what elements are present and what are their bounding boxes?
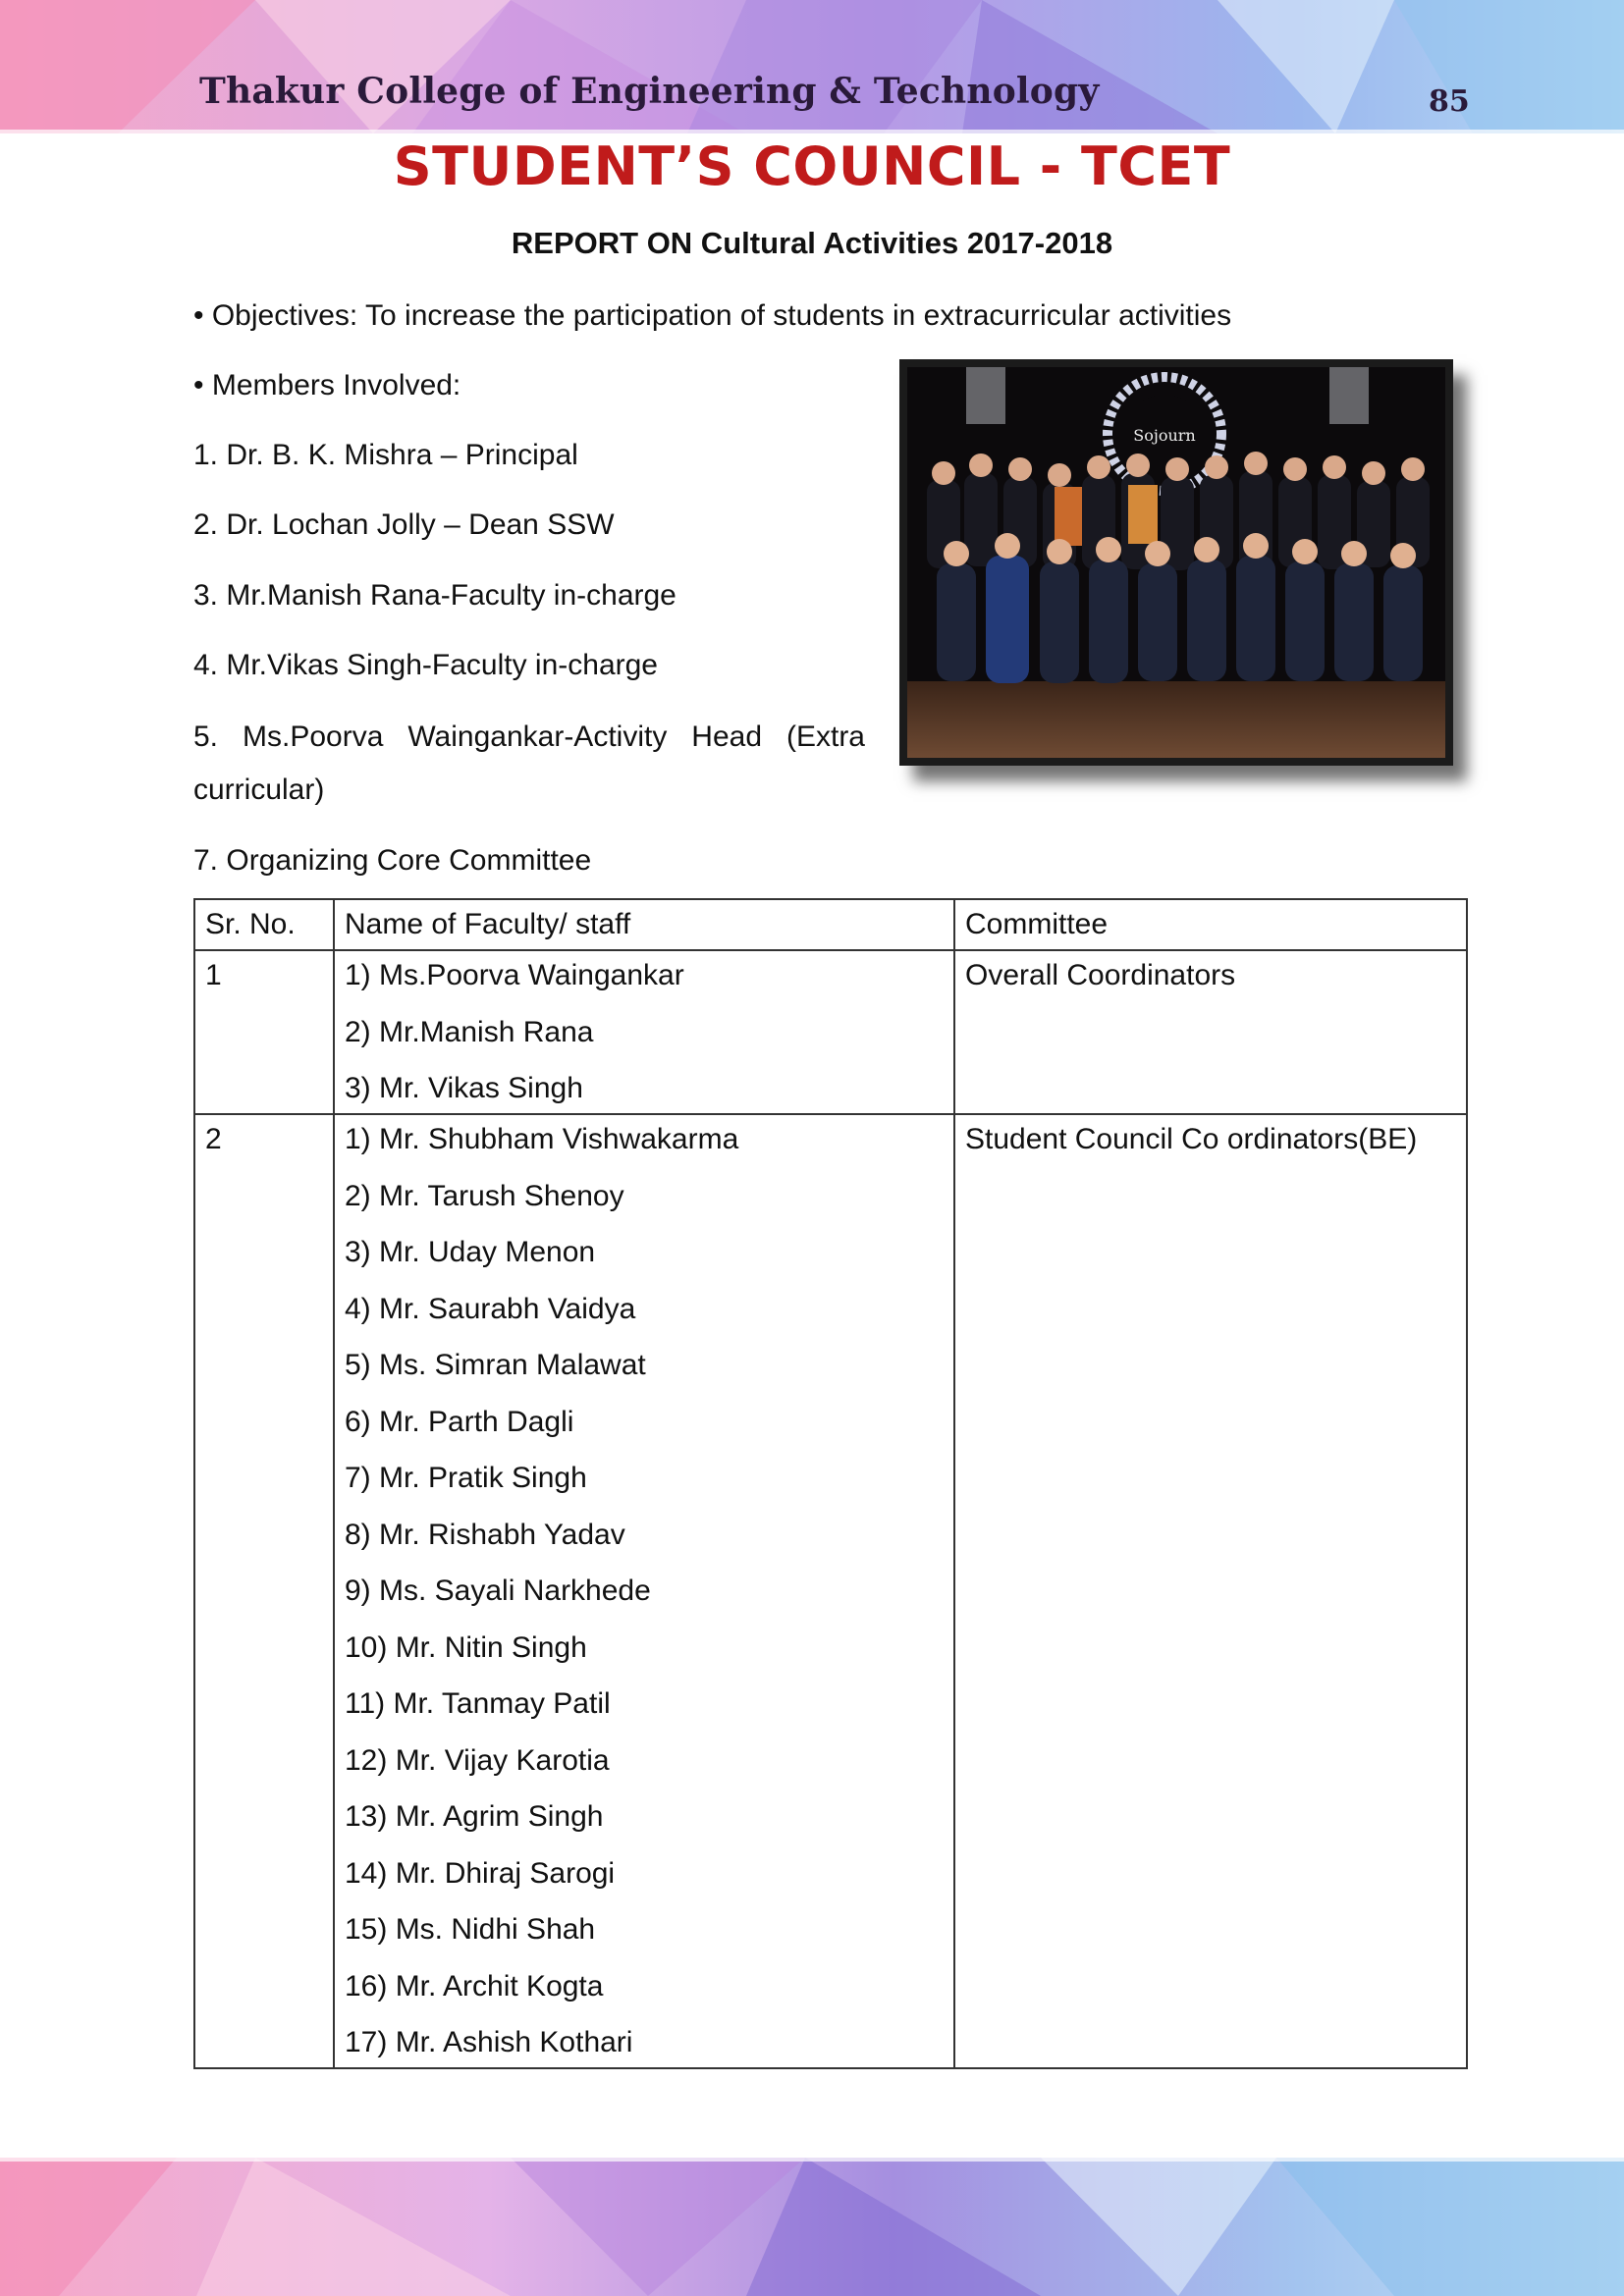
name-entry: 3) Mr. Uday Menon	[345, 1236, 596, 1268]
name-entry: 12) Mr. Vijay Karotia	[345, 1743, 610, 1777]
name-entry: 11) Mr. Tanmay Patil	[345, 1687, 611, 1720]
names-cell	[334, 1114, 954, 2068]
names-cell	[334, 950, 954, 1114]
name-entry: 2) Mr.Manish Rana	[345, 1015, 594, 1048]
college-name: Thakur College of Engineering & Technology	[199, 71, 1100, 112]
name-entry: 7) Mr. Pratik Singh	[345, 1462, 587, 1494]
header-name: Name of Faculty/ staff	[334, 899, 954, 950]
name-entry: 3) Mr. Vikas Singh	[345, 1072, 583, 1104]
group-photo	[899, 359, 1453, 766]
name-entry: 13) Mr. Agrim Singh	[345, 1800, 604, 1833]
table-header-row	[194, 899, 1467, 950]
name-entry: 14) Mr. Dhiraj Sarogi	[345, 1856, 616, 1890]
header-committee: Committee	[954, 899, 1467, 950]
name-entry: 15) Ms. Nidhi Shah	[345, 1913, 596, 1946]
name-entry: 9) Ms. Sayali Narkhede	[345, 1575, 651, 1607]
name-entry: 1) Ms.Poorva Waingankar	[345, 959, 684, 991]
footer-banner	[0, 2158, 1624, 2296]
name-entry: 1) Mr. Shubham Vishwakarma	[345, 1123, 739, 1155]
committee-cell: Overall Coordinators	[954, 950, 1467, 1114]
name-entry: 6) Mr. Parth Dagli	[345, 1405, 574, 1438]
name-entry: 5) Ms. Simran Malawat	[345, 1349, 646, 1381]
member-item: 2. Dr. Lochan Jolly – Dean SSW	[193, 508, 615, 541]
member-item: 3. Mr.Manish Rana-Faculty in-charge	[193, 579, 677, 612]
committee-heading: 7. Organizing Core Committee	[193, 844, 592, 877]
name-entry: 8) Mr. Rishabh Yadav	[345, 1518, 625, 1551]
name-entry: 2) Mr. Tarush Shenoy	[345, 1179, 624, 1212]
table-row	[194, 1114, 1467, 2068]
page-title: STUDENT’S COUNCIL - TCET	[393, 135, 1231, 197]
sr-no-cell: 2	[194, 1114, 334, 2068]
photo-banner-text: Sojourn	[1133, 426, 1196, 445]
member-item: 5. Ms.Poorva Waingankar-Activity Head (Extra curricular)	[193, 721, 865, 806]
objectives-text: • Objectives: To increase the participation of students in extracurricular activities	[193, 299, 1232, 332]
report-subtitle: REPORT ON Cultural Activities 2017-2018	[511, 226, 1113, 260]
page-number: 85	[1429, 84, 1470, 119]
header-banner	[0, 0, 1624, 133]
sr-no-cell: 1	[194, 950, 334, 1114]
committee-cell: Student Council Co ordinators(BE)	[954, 1114, 1467, 2068]
members-heading: • Members Involved:	[193, 369, 461, 401]
member-item: 1. Dr. B. K. Mishra – Principal	[193, 439, 578, 471]
name-entry: 17) Mr. Ashish Kothari	[345, 2026, 633, 2058]
member-item: 4. Mr.Vikas Singh-Faculty in-charge	[193, 649, 658, 681]
committee-table	[193, 898, 1468, 2069]
header-sr-no: Sr. No.	[194, 899, 334, 950]
name-entry: 10) Mr. Nitin Singh	[345, 1630, 587, 1664]
name-entry: 16) Mr. Archit Kogta	[345, 1969, 604, 2002]
table-row	[194, 950, 1467, 1114]
name-entry: 4) Mr. Saurabh Vaidya	[345, 1292, 636, 1325]
